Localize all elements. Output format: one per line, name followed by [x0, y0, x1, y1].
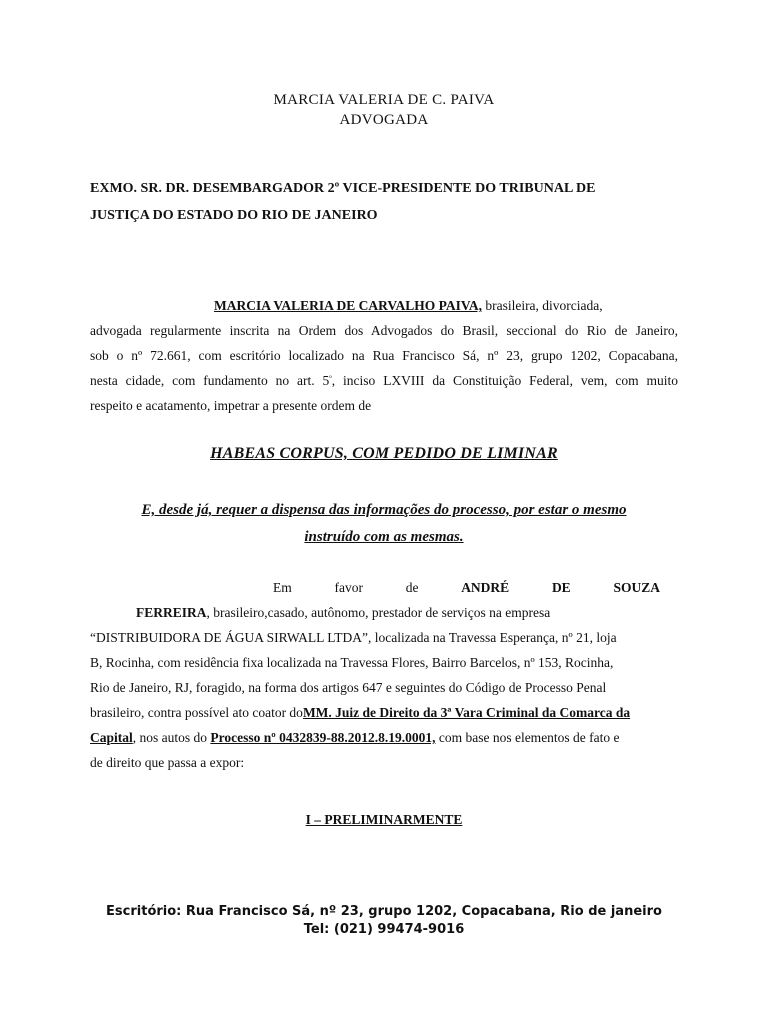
intro-paragraph — [90, 293, 678, 418]
intro-line-4-b: , inciso LXVIII da Constituição Federal, vem, com muito — [331, 373, 678, 388]
intro-line-2: advogada regularmente inscrita na Ordem dos Advogados do Brasil, seccional do Rio de Janeiro, — [90, 323, 678, 338]
footer-phone: Tel: (021) 99474-9016 — [303, 922, 465, 937]
favor-line-2 — [90, 600, 678, 625]
favor-word-3: de — [405, 580, 419, 595]
addressee-line-2: JUSTIÇA DO ESTADO DO RIO DE JANEIRO — [90, 208, 378, 223]
favor-line-4: B, Rocinha, com residência fixa localizada na Travessa Flores, Bairro Barcelos, nº 153, Rocinha, — [90, 655, 614, 670]
beneficiary-surname: FERREIRA — [136, 605, 207, 620]
favor-line-7 — [90, 725, 678, 750]
favor-paragraph — [90, 575, 678, 775]
request-line-1: E, desde já, requer a dispensa das informações do processo, por estar o mesmo — [141, 502, 627, 518]
intro-line-5: respeito e acatamento, impetrar a presente ordem de — [90, 398, 372, 413]
addressee-line-1: EXMO. SR. DR. DESEMBARGADOR 2º VICE-PRESIDENTE DO TRIBUNAL DE — [90, 181, 596, 196]
petitioner-name: MARCIA VALERIA DE CARVALHO PAIVA, — [214, 298, 482, 313]
favor-line-1 — [90, 575, 678, 600]
intro-line-1 — [90, 293, 678, 318]
beneficiary-name-3: SOUZA — [613, 580, 660, 595]
intro-line-4-sup: º — [329, 374, 332, 383]
section-title-preliminary: I – PRELIMINARMENTE — [305, 812, 463, 827]
court-name-end: Capital — [90, 730, 133, 745]
request-line-2: instruído com as mesmas. — [304, 529, 464, 545]
intro-line-3: sob o nº 72.661, com escritório localizado na Rua Francisco Sá, nº 23, grupo 1202, Copacabana, — [90, 348, 678, 363]
letterhead — [0, 90, 768, 130]
request-paragraph — [90, 497, 678, 551]
page-footer — [0, 903, 768, 939]
favor-line-5: Rio de Janeiro, RJ, foragido, na forma dos artigos 647 e seguintes do Código de Processo Penal — [90, 680, 607, 695]
favor-line-2-rest: , brasileiro,casado, autônomo, prestador de serviços na empresa — [206, 605, 551, 620]
footer-address: Escritório: Rua Francisco Sá, nº 23, grupo 1202, Copacabana, Rio de janeiro — [106, 904, 662, 919]
favor-line-3: “DISTRIBUIDORA DE ÁGUA SIRWALL LTDA”, localizada na Travessa Esperança, nº 21, loja — [90, 630, 617, 645]
favor-line-6-a: brasileiro, contra possível ato coator do — [90, 705, 303, 720]
favor-line-6 — [90, 700, 678, 725]
intro-line-1-rest: brasileira, divorciada, — [481, 298, 603, 313]
addressee-block — [90, 175, 690, 229]
intro-line-4-a: nesta cidade, com fundamento no art. 5 — [90, 373, 330, 388]
favor-line-7-d: com base nos elementos de fato e — [435, 730, 620, 745]
court-name: MM. Juiz de Direito da 3ª Vara Criminal da Comarca da — [302, 705, 631, 720]
beneficiary-name-1: ANDRÉ — [461, 580, 510, 595]
favor-line-7-b: , nos autos do — [132, 730, 211, 745]
intro-line-4 — [90, 368, 678, 393]
process-number: Processo nº 0432839-88.2012.8.19.0001, — [210, 730, 436, 745]
favor-line-8: de direito que passa a expor: — [90, 755, 245, 770]
habeas-corpus-title: HABEAS CORPUS, COM PEDIDO DE LIMINAR — [210, 445, 558, 462]
lawyer-name: MARCIA VALERIA DE C. PAIVA — [273, 92, 495, 108]
favor-word-2: favor — [334, 580, 363, 595]
favor-word-1: Em — [273, 580, 292, 595]
lawyer-title: ADVOGADA — [339, 112, 429, 128]
beneficiary-name-2: DE — [551, 580, 571, 595]
